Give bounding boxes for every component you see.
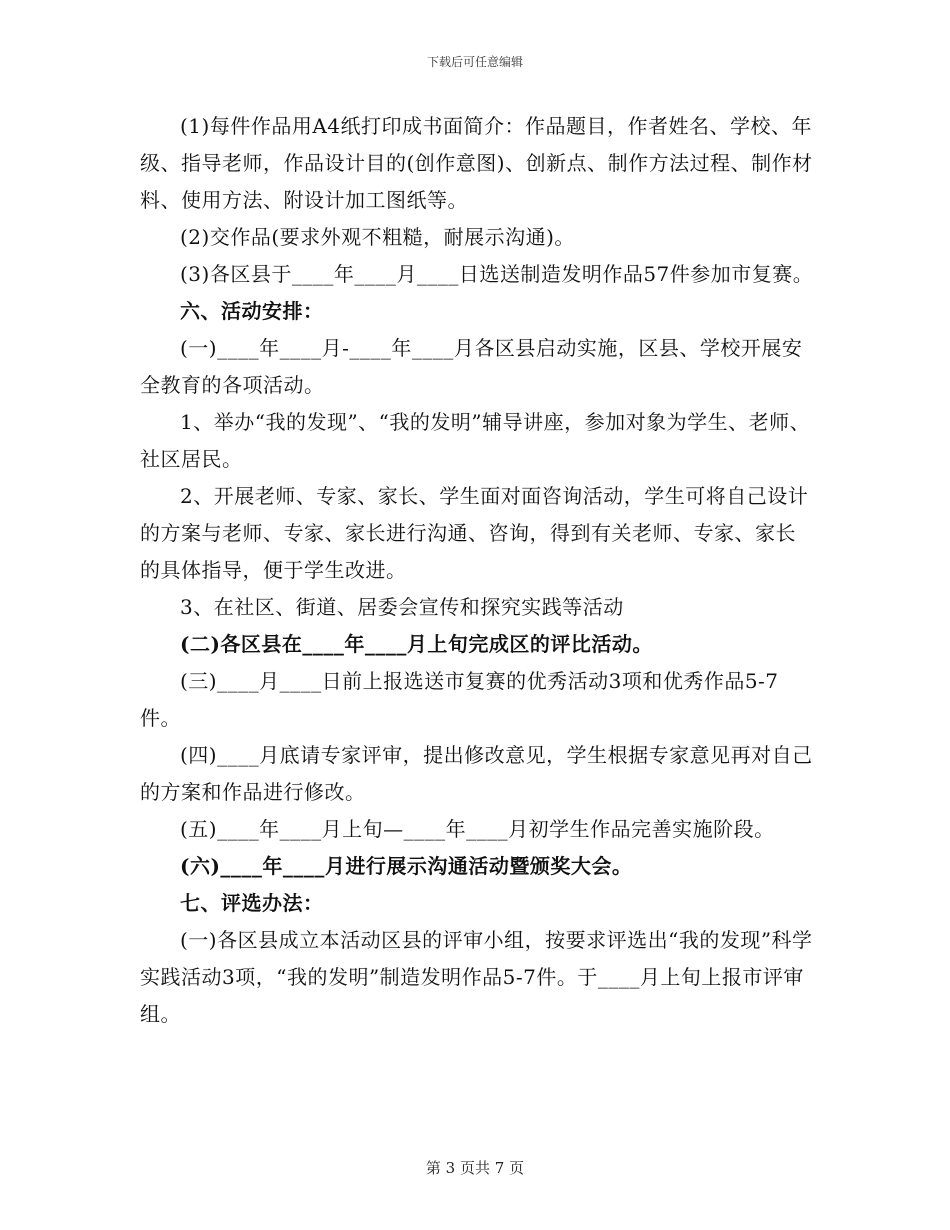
page-footer: 第 3 页共 7 页 bbox=[425, 1159, 525, 1177]
paragraph-2: (2)交作品(要求外观不粗糙，耐展示沟通)。 bbox=[180, 225, 575, 249]
paragraph-1: (1)每件作品用A4纸打印成书面简介：作品题目，作者姓名、学校、年级、指导老师，作品设计目的(创作意图)、创新点、制作方法过程、制作材料、使用方法、附设计加工图纸等。 bbox=[140, 114, 813, 212]
paragraph-5: (一)____年____月-____年____月各区县启动实施，区县、学校开展安全教育的各项活动。 bbox=[140, 336, 803, 397]
section-heading-7: 七、评选办法： bbox=[180, 891, 324, 915]
paragraph-8: 3、在社区、街道、居委会宣传和探究实践等活动 bbox=[180, 595, 624, 619]
paragraph-13: (六)____年____月进行展示沟通活动暨颁奖大会。 bbox=[180, 854, 633, 878]
paragraph-6: 1、举办“我的发现”、“我的发明”辅导讲座，参加对象为学生、老师、社区居民。 bbox=[140, 410, 811, 471]
paragraph-7: 2、开展老师、专家、家长、学生面对面咨询活动，学生可将自己设计的方案与老师、专家、家长进行沟通、咨询，得到有关老师、专家、家长的具体指导，便于学生改进。 bbox=[140, 484, 809, 582]
paragraph-12: (五)____年____月上旬—____年____月初学生作品完善实施阶段。 bbox=[180, 817, 775, 841]
paragraph-9: (二)各区县在____年____月上旬完成区的评比活动。 bbox=[180, 632, 653, 656]
paragraph-11: (四)____月底请专家评审，提出修改意见，学生根据专家意见再对自己的方案和作品进行修改。 bbox=[140, 743, 813, 804]
page-header: 下载后可任意编辑 bbox=[426, 55, 523, 69]
document-body bbox=[140, 108, 815, 1033]
section-heading-6: 六、活动安排： bbox=[180, 299, 324, 323]
paragraph-3: (3)各区县于____年____月____日选送制造发明作品57件参加市复赛。 bbox=[180, 262, 814, 286]
paragraph-10: (三)____月____日前上报选送市复赛的优秀活动3项和优秀作品5-7件。 bbox=[140, 669, 779, 730]
paragraph-15: (一)各区县成立本活动区县的评审小组，按要求评选出“我的发现”科学实践活动3项，“我的发明”制造发明作品5-7件。于____月上旬上报市评审组。 bbox=[140, 928, 813, 1026]
